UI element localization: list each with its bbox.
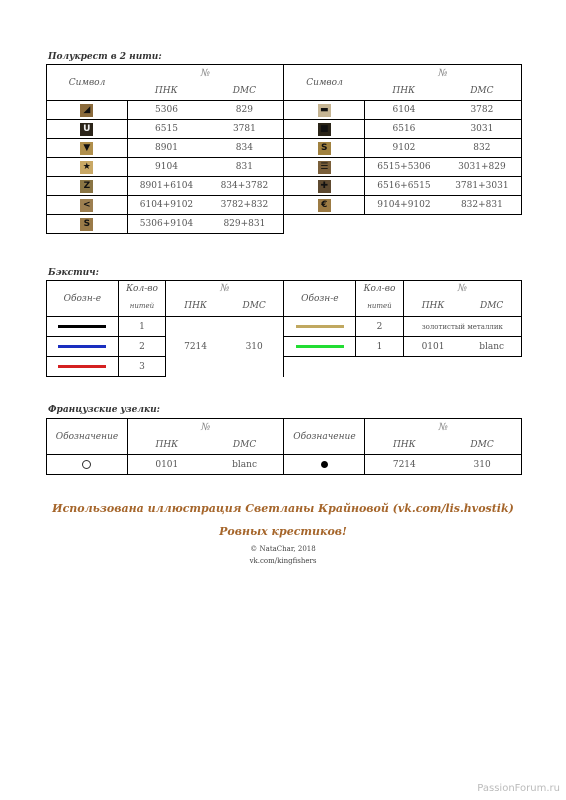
dmc-cell: 829 — [205, 101, 284, 120]
dmc-cell: 834 — [205, 139, 284, 158]
wish-text: Ровных крестиков! — [219, 525, 347, 538]
dmc-cell: 829+831 — [205, 215, 284, 234]
pnk-cell: 8901 — [127, 139, 205, 158]
bs-row-line — [47, 317, 119, 337]
dmc-cell: 3782 — [443, 101, 522, 120]
bs-left-pnk: 7214 — [166, 317, 225, 377]
col-symbol-left: Символ — [47, 65, 128, 101]
stitch-symbol-icon: ☰ — [318, 161, 331, 174]
illustration-credit: Использована иллюстрация Светланы Крайновой (vk.com/lis.hvostik) — [52, 502, 514, 515]
col-pnk-right: ПНК — [365, 83, 443, 101]
fk-col-desig-left: Обозначение — [47, 419, 128, 455]
bs-col-threads-left: нитей — [118, 297, 166, 317]
copyright: © NataChar, 2018 — [250, 545, 316, 553]
stitch-symbol-icon: € — [318, 199, 331, 212]
stitch-symbol-icon: ✚ — [318, 180, 331, 193]
pnk-cell: 9104+9102 — [365, 196, 443, 215]
fk-dmc-left: blanc — [206, 455, 284, 475]
bs-col-threads-right: нитей — [356, 297, 404, 317]
stitch-symbol-icon: ▬ — [318, 104, 331, 117]
bs-row-line — [47, 357, 119, 377]
dmc-cell: 3031 — [443, 120, 522, 139]
fk-symbol-right — [284, 455, 365, 475]
stitch-symbol-icon: < — [80, 199, 93, 212]
pnk-cell: 5306 — [127, 101, 205, 120]
pnk-cell: 6516 — [365, 120, 443, 139]
bs-row-qty: 2 — [356, 317, 404, 337]
stitch-symbol-icon: U — [80, 123, 93, 136]
bs-row-dmc: blanc — [462, 337, 521, 357]
symbol-cell — [284, 196, 365, 215]
bs-row-qty: 3 — [118, 357, 166, 377]
symbol-cell — [284, 120, 365, 139]
bs-col-desig-left: Обозн-е — [47, 281, 119, 317]
pnk-cell: 6104 — [365, 101, 443, 120]
dmc-cell: 3781+3031 — [443, 177, 522, 196]
symbol-cell — [47, 101, 128, 120]
vk-link[interactable]: vk.com/kingfishers — [249, 557, 317, 565]
dmc-cell: 3031+829 — [443, 158, 522, 177]
col-no-right: № — [365, 65, 522, 83]
bs-row-pnk: золотистый металлик — [403, 317, 521, 337]
stitch-symbol-icon: S — [318, 142, 331, 155]
french-knots-table — [46, 418, 522, 475]
backstitch-line-icon — [58, 365, 106, 368]
bs-row-line — [284, 317, 356, 337]
bs-row-line — [284, 337, 356, 357]
bs-col-qty-right: Кол-во — [356, 281, 404, 297]
stitch-symbol-icon: ■ — [318, 123, 331, 136]
pnk-cell: 9104 — [127, 158, 205, 177]
pnk-cell: 6515+5306 — [365, 158, 443, 177]
bs-row-qty: 1 — [118, 317, 166, 337]
pnk-cell: 6516+6515 — [365, 177, 443, 196]
stitch-symbol-icon: S — [80, 218, 93, 231]
dmc-cell: 831 — [205, 158, 284, 177]
bs-row-qty: 1 — [356, 337, 404, 357]
pnk-cell: 9102 — [365, 139, 443, 158]
section-title-french-knots: Французские узелки: — [48, 405, 160, 415]
stitch-symbol-icon: ★ — [80, 161, 93, 174]
fk-col-desig-right: Обозначение — [284, 419, 365, 455]
symbol-cell — [284, 158, 365, 177]
bs-col-pnk-right: ПНК — [403, 297, 462, 317]
col-dmc-right: DMC — [443, 83, 522, 101]
bs-row-qty: 2 — [118, 337, 166, 357]
fk-col-no-left: № — [127, 419, 284, 437]
filled-circle-icon — [321, 461, 328, 468]
fk-col-dmc-left: DMC — [206, 437, 284, 455]
symbol-cell — [47, 177, 128, 196]
pnk-cell: 8901+6104 — [127, 177, 205, 196]
open-circle-icon — [82, 460, 91, 469]
stitch-symbol-icon: ◢ — [80, 104, 93, 117]
symbol-cell — [47, 215, 128, 234]
symbol-cell — [47, 139, 128, 158]
fk-pnk-right: 7214 — [365, 455, 443, 475]
bs-col-dmc-right: DMC — [462, 297, 521, 317]
fk-symbol-left — [47, 455, 128, 475]
backstitch-line-icon — [296, 325, 344, 328]
bs-row-pnk: 0101 — [403, 337, 462, 357]
symbol-cell — [47, 120, 128, 139]
stitch-symbol-icon: ▼ — [80, 142, 93, 155]
backstitch-line-icon — [58, 345, 106, 348]
fk-col-no-right: № — [365, 419, 522, 437]
symbol-cell — [284, 101, 365, 120]
dmc-cell: 3782+832 — [205, 196, 284, 215]
dmc-cell: 832 — [443, 139, 522, 158]
backstitch-line-icon — [58, 325, 106, 328]
fk-col-dmc-right: DMC — [443, 437, 521, 455]
symbol-cell — [284, 139, 365, 158]
watermark: PassionForum.ru — [477, 783, 560, 794]
backstitch-line-icon — [296, 345, 344, 348]
bs-row-line — [47, 337, 119, 357]
pnk-cell: 6104+9102 — [127, 196, 205, 215]
bs-left-dmc: 310 — [225, 317, 284, 377]
pnk-cell: 6515 — [127, 120, 205, 139]
dmc-cell: 832+831 — [443, 196, 522, 215]
col-dmc-left: DMC — [205, 83, 284, 101]
bs-col-pnk-left: ПНК — [166, 297, 225, 317]
symbol-cell — [284, 177, 365, 196]
col-no-left: № — [127, 65, 284, 83]
fk-pnk-left: 0101 — [127, 455, 205, 475]
backstitch-table — [46, 280, 522, 377]
section-title-halfcross: Полукрест в 2 нити: — [48, 52, 162, 62]
col-pnk-left: ПНК — [127, 83, 205, 101]
bs-col-dmc-left: DMC — [225, 297, 284, 317]
dmc-cell: 834+3782 — [205, 177, 284, 196]
bs-col-no-left: № — [166, 281, 284, 297]
symbol-cell — [47, 196, 128, 215]
bs-col-no-right: № — [403, 281, 521, 297]
bs-col-desig-right: Обозн-е — [284, 281, 356, 317]
halfcross-table — [46, 64, 522, 234]
dmc-cell: 3781 — [205, 120, 284, 139]
symbol-cell — [47, 158, 128, 177]
col-symbol-right: Символ — [284, 65, 365, 101]
stitch-symbol-icon: Z — [80, 180, 93, 193]
section-title-backstitch: Бэкстич: — [48, 268, 99, 278]
fk-col-pnk-left: ПНК — [127, 437, 205, 455]
pnk-cell: 5306+9104 — [127, 215, 205, 234]
bs-col-qty-left: Кол-во — [118, 281, 166, 297]
fk-col-pnk-right: ПНК — [365, 437, 443, 455]
fk-dmc-right: 310 — [443, 455, 521, 475]
